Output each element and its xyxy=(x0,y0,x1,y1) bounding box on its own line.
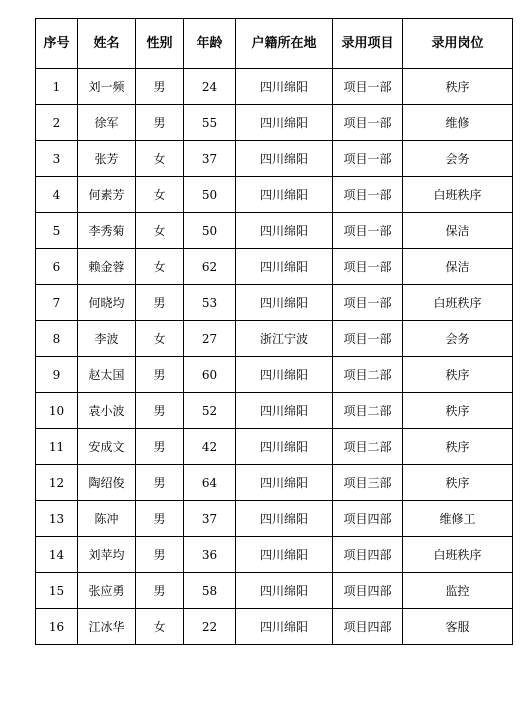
cell-serial-number: 7 xyxy=(36,285,78,321)
cell-serial-number: 3 xyxy=(36,141,78,177)
cell-age: 50 xyxy=(184,213,236,249)
cell-hired-project: 项目一部 xyxy=(333,285,403,321)
cell-household-registration: 四川绵阳 xyxy=(236,357,333,393)
cell-name: 安成文 xyxy=(78,429,136,465)
cell-household-registration: 四川绵阳 xyxy=(236,501,333,537)
cell-gender: 男 xyxy=(136,465,184,501)
hiring-roster-table xyxy=(35,18,513,645)
cell-hired-project: 项目二部 xyxy=(333,393,403,429)
cell-name: 何素芳 xyxy=(78,177,136,213)
cell-household-registration: 四川绵阳 xyxy=(236,285,333,321)
cell-hired-position: 秩序 xyxy=(403,69,513,105)
cell-gender: 男 xyxy=(136,537,184,573)
cell-age: 50 xyxy=(184,177,236,213)
cell-hired-project: 项目四部 xyxy=(333,573,403,609)
cell-hired-project: 项目一部 xyxy=(333,141,403,177)
cell-serial-number: 6 xyxy=(36,249,78,285)
cell-serial-number: 4 xyxy=(36,177,78,213)
cell-hired-project: 项目四部 xyxy=(333,501,403,537)
cell-serial-number: 8 xyxy=(36,321,78,357)
header-hired-position: 录用岗位 xyxy=(403,19,513,69)
table-row xyxy=(36,177,513,213)
cell-hired-project: 项目二部 xyxy=(333,429,403,465)
cell-household-registration: 四川绵阳 xyxy=(236,429,333,465)
cell-name: 李波 xyxy=(78,321,136,357)
cell-serial-number: 9 xyxy=(36,357,78,393)
cell-serial-number: 1 xyxy=(36,69,78,105)
cell-name: 陈冲 xyxy=(78,501,136,537)
cell-household-registration: 四川绵阳 xyxy=(236,537,333,573)
cell-hired-position: 保洁 xyxy=(403,213,513,249)
cell-serial-number: 11 xyxy=(36,429,78,465)
cell-household-registration: 四川绵阳 xyxy=(236,69,333,105)
cell-gender: 男 xyxy=(136,357,184,393)
cell-serial-number: 16 xyxy=(36,609,78,645)
table-row xyxy=(36,105,513,141)
cell-household-registration: 四川绵阳 xyxy=(236,573,333,609)
table-row xyxy=(36,501,513,537)
cell-hired-project: 项目三部 xyxy=(333,465,403,501)
cell-hired-project: 项目四部 xyxy=(333,537,403,573)
cell-gender: 男 xyxy=(136,285,184,321)
table-row xyxy=(36,609,513,645)
cell-serial-number: 10 xyxy=(36,393,78,429)
cell-name: 陶绍俊 xyxy=(78,465,136,501)
cell-hired-position: 维修 xyxy=(403,105,513,141)
table-body xyxy=(36,69,513,645)
cell-household-registration: 四川绵阳 xyxy=(236,177,333,213)
cell-gender: 女 xyxy=(136,321,184,357)
header-age: 年龄 xyxy=(184,19,236,69)
cell-household-registration: 四川绵阳 xyxy=(236,249,333,285)
table-row xyxy=(36,393,513,429)
cell-gender: 女 xyxy=(136,609,184,645)
cell-hired-position: 秩序 xyxy=(403,393,513,429)
cell-hired-project: 项目四部 xyxy=(333,609,403,645)
cell-hired-position: 监控 xyxy=(403,573,513,609)
roster-sheet xyxy=(35,18,512,645)
header-hired-project: 录用项目 xyxy=(333,19,403,69)
table-row xyxy=(36,573,513,609)
cell-gender: 男 xyxy=(136,105,184,141)
cell-gender: 女 xyxy=(136,177,184,213)
cell-age: 64 xyxy=(184,465,236,501)
cell-age: 53 xyxy=(184,285,236,321)
cell-age: 24 xyxy=(184,69,236,105)
cell-household-registration: 四川绵阳 xyxy=(236,141,333,177)
cell-hired-position: 秩序 xyxy=(403,429,513,465)
cell-age: 22 xyxy=(184,609,236,645)
table-row xyxy=(36,321,513,357)
cell-household-registration: 四川绵阳 xyxy=(236,609,333,645)
cell-age: 60 xyxy=(184,357,236,393)
cell-age: 36 xyxy=(184,537,236,573)
cell-gender: 男 xyxy=(136,501,184,537)
cell-gender: 男 xyxy=(136,573,184,609)
cell-name: 何晓均 xyxy=(78,285,136,321)
cell-name: 赵太国 xyxy=(78,357,136,393)
cell-name: 袁小波 xyxy=(78,393,136,429)
cell-name: 张芳 xyxy=(78,141,136,177)
table-row xyxy=(36,357,513,393)
cell-hired-project: 项目一部 xyxy=(333,249,403,285)
table-row xyxy=(36,465,513,501)
cell-name: 徐军 xyxy=(78,105,136,141)
cell-serial-number: 12 xyxy=(36,465,78,501)
cell-serial-number: 13 xyxy=(36,501,78,537)
cell-hired-project: 项目一部 xyxy=(333,177,403,213)
cell-age: 55 xyxy=(184,105,236,141)
cell-age: 37 xyxy=(184,501,236,537)
cell-gender: 女 xyxy=(136,141,184,177)
table-row xyxy=(36,249,513,285)
cell-hired-position: 会务 xyxy=(403,321,513,357)
cell-hired-position: 保洁 xyxy=(403,249,513,285)
cell-hired-position: 白班秩序 xyxy=(403,177,513,213)
cell-age: 62 xyxy=(184,249,236,285)
cell-name: 刘苹均 xyxy=(78,537,136,573)
cell-hired-project: 项目一部 xyxy=(333,213,403,249)
cell-age: 42 xyxy=(184,429,236,465)
cell-age: 27 xyxy=(184,321,236,357)
table-row xyxy=(36,537,513,573)
cell-hired-position: 白班秩序 xyxy=(403,537,513,573)
header-household-registration: 户籍所在地 xyxy=(236,19,333,69)
cell-hired-position: 会务 xyxy=(403,141,513,177)
cell-hired-position: 秩序 xyxy=(403,357,513,393)
cell-household-registration: 四川绵阳 xyxy=(236,465,333,501)
cell-gender: 男 xyxy=(136,429,184,465)
cell-gender: 女 xyxy=(136,213,184,249)
cell-gender: 女 xyxy=(136,249,184,285)
table-row xyxy=(36,213,513,249)
cell-age: 58 xyxy=(184,573,236,609)
cell-name: 张应勇 xyxy=(78,573,136,609)
cell-serial-number: 14 xyxy=(36,537,78,573)
cell-gender: 男 xyxy=(136,393,184,429)
cell-household-registration: 浙江宁波 xyxy=(236,321,333,357)
cell-hired-project: 项目一部 xyxy=(333,321,403,357)
cell-hired-position: 维修工 xyxy=(403,501,513,537)
table-header xyxy=(36,19,513,69)
cell-age: 37 xyxy=(184,141,236,177)
header-row xyxy=(36,19,513,69)
cell-hired-project: 项目一部 xyxy=(333,69,403,105)
cell-hired-position: 客服 xyxy=(403,609,513,645)
header-name: 姓名 xyxy=(78,19,136,69)
table-row xyxy=(36,69,513,105)
cell-name: 李秀菊 xyxy=(78,213,136,249)
table-row xyxy=(36,141,513,177)
cell-name: 刘一频 xyxy=(78,69,136,105)
cell-serial-number: 5 xyxy=(36,213,78,249)
cell-household-registration: 四川绵阳 xyxy=(236,213,333,249)
table-row xyxy=(36,285,513,321)
cell-hired-project: 项目二部 xyxy=(333,357,403,393)
table-row xyxy=(36,429,513,465)
cell-serial-number: 15 xyxy=(36,573,78,609)
cell-name: 赖金蓉 xyxy=(78,249,136,285)
cell-household-registration: 四川绵阳 xyxy=(236,393,333,429)
cell-serial-number: 2 xyxy=(36,105,78,141)
header-serial-number: 序号 xyxy=(36,19,78,69)
cell-hired-position: 秩序 xyxy=(403,465,513,501)
cell-hired-project: 项目一部 xyxy=(333,105,403,141)
cell-household-registration: 四川绵阳 xyxy=(236,105,333,141)
cell-age: 52 xyxy=(184,393,236,429)
cell-hired-position: 白班秩序 xyxy=(403,285,513,321)
header-gender: 性别 xyxy=(136,19,184,69)
cell-name: 江冰华 xyxy=(78,609,136,645)
cell-gender: 男 xyxy=(136,69,184,105)
